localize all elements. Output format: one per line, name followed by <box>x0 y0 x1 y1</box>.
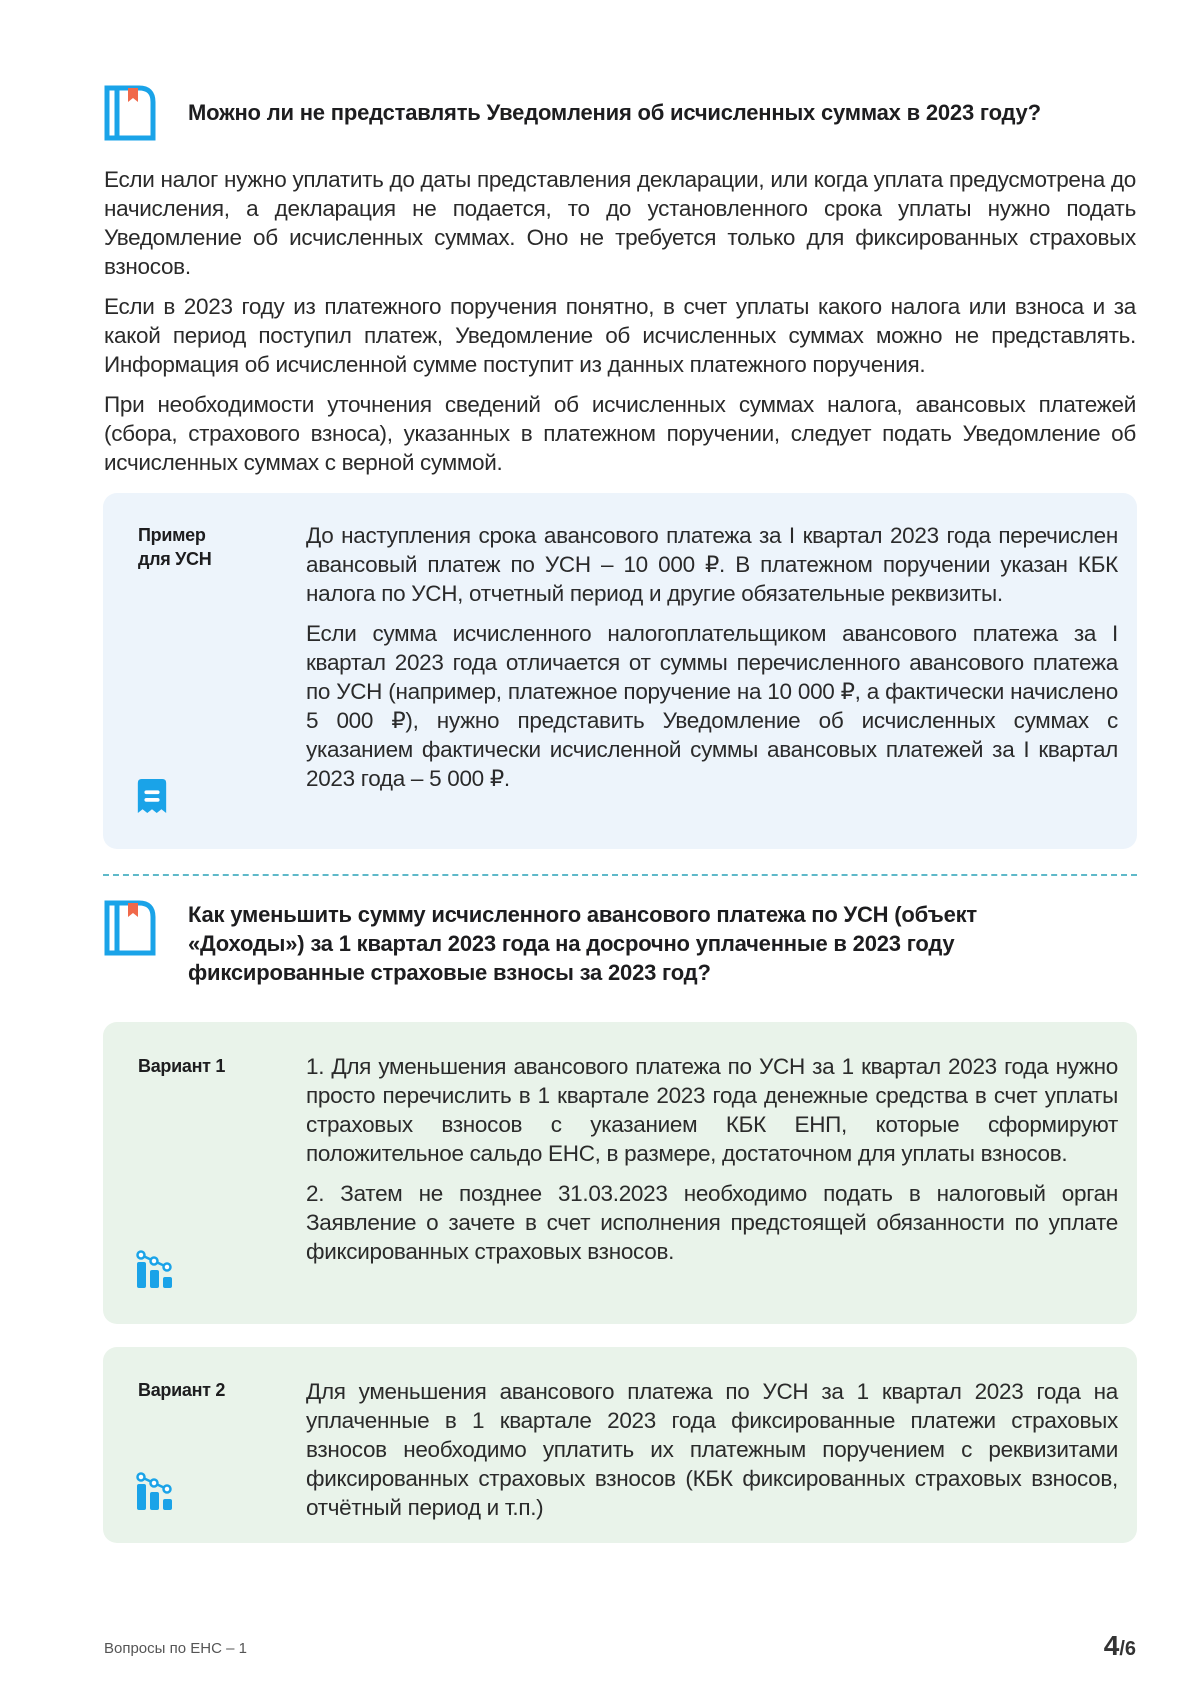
variant2-box <box>103 1347 1137 1543</box>
paragraph-3: При необходимости уточнения сведений об исчисленных суммах налога, авансовых платежей (сбора, страхового взноса), указанных в платежном поручении, следует подать Уведомление об исчисленных суммах с верной суммой. <box>104 392 1136 475</box>
chart-bars-icon <box>135 1250 175 1290</box>
example-body <box>306 521 1118 804</box>
variant2-body <box>306 1377 1118 1533</box>
example-paragraph-1: До наступления срока авансового платежа за I квартал 2023 года перечислен авансовый платеж по УСН – 10 000 ₽. В платежном поручении указан КБК налога по УСН, отчетный период и другие обязательные реквизиты. <box>306 523 1118 606</box>
section1-title: Можно ли не представлять Уведомления об исчисленных суммах в 2023 году? <box>188 100 1041 125</box>
paragraph-1: Если налог нужно уплатить до даты представления декларации, или когда уплата предусмотрена до начисления, а декларация не подается, то до установленного срока уплаты нужно подать Уведомление об исчисленных суммах. Оно не требуется только для фиксированных страховых взносов. <box>104 167 1136 279</box>
paragraph-2: Если в 2023 году из платежного поручения понятно, в счет уплаты какого налога или взноса и за какой период поступил платеж, Уведомление об исчисленных суммах можно не представлять. Информация об исчисленной сумме поступит из данных платежного поручения. <box>104 294 1136 377</box>
section-separator <box>103 874 1137 876</box>
variant1-box <box>103 1022 1137 1324</box>
variant1-item-1: 1. Для уменьшения авансового платежа по УСН за 1 квартал 2023 года нужно просто перечислить в 1 квартале 2023 года денежные средства в счет уплаты страховых взносов с указанием КБК ЕНП, которые сформируют положительное сальдо ЕНС, в размере, достаточном для уплаты взносов. <box>306 1054 1118 1166</box>
example-label <box>138 523 211 571</box>
page-total: /6 <box>1119 1638 1136 1660</box>
example-box <box>103 493 1137 849</box>
section1-header <box>103 84 1041 142</box>
variant2-label: Вариант 2 <box>138 1380 226 1400</box>
footer-doc-title: Вопросы по ЕНС – 1 <box>104 1640 247 1657</box>
example-label-line2: для УСН <box>138 549 212 569</box>
example-paragraph-2: Если сумма исчисленного налогоплательщиком авансового платежа за I квартал 2023 года отличается от суммы перечисленного авансового платежа по УСН (например, платежное поручение на 10 000 ₽, а фактически начислено 5 000 ₽), нужно представить Уведомление об исчисленных суммах с указанием фактически исчисленной суммы авансовых платежей за I квартал 2023 года – 5 000 ₽. <box>306 621 1118 791</box>
variant1-body <box>306 1052 1118 1277</box>
variant2-text: Для уменьшения авансового платежа по УСН за 1 квартал 2023 года на уплаченные в 1 квартале 2023 года фиксированные платежи страховых взносов необходимо уплатить их платежным поручением с реквизитами фиксированных страховых взносов (КБК фиксированных страховых взносов, отчётный период и т.п.) <box>306 1379 1118 1520</box>
book-bookmark-icon <box>103 899 157 957</box>
page-number <box>1104 1630 1136 1662</box>
receipt-icon <box>135 776 169 818</box>
page-current: 4 <box>1103 1630 1120 1661</box>
book-bookmark-icon <box>103 84 157 142</box>
section2-title: Как уменьшить сумму исчисленного авансового платежа по УСН (объект «Доходы») за 1 квартал 2023 года на досрочно уплаченные в 2023 году фиксированные страховые взносы за 2023 год? <box>188 902 977 985</box>
example-label-line1: Пример <box>138 525 206 545</box>
chart-bars-icon <box>135 1472 175 1512</box>
variant1-item-2: 2. Затем не позднее 31.03.2023 необходимо подать в налоговый орган Заявление о зачете в счет исполнения предстоящей обязанности по уплате фиксированных страховых взносов. <box>306 1181 1118 1264</box>
section2-header <box>103 899 1068 987</box>
variant1-label: Вариант 1 <box>138 1056 226 1076</box>
